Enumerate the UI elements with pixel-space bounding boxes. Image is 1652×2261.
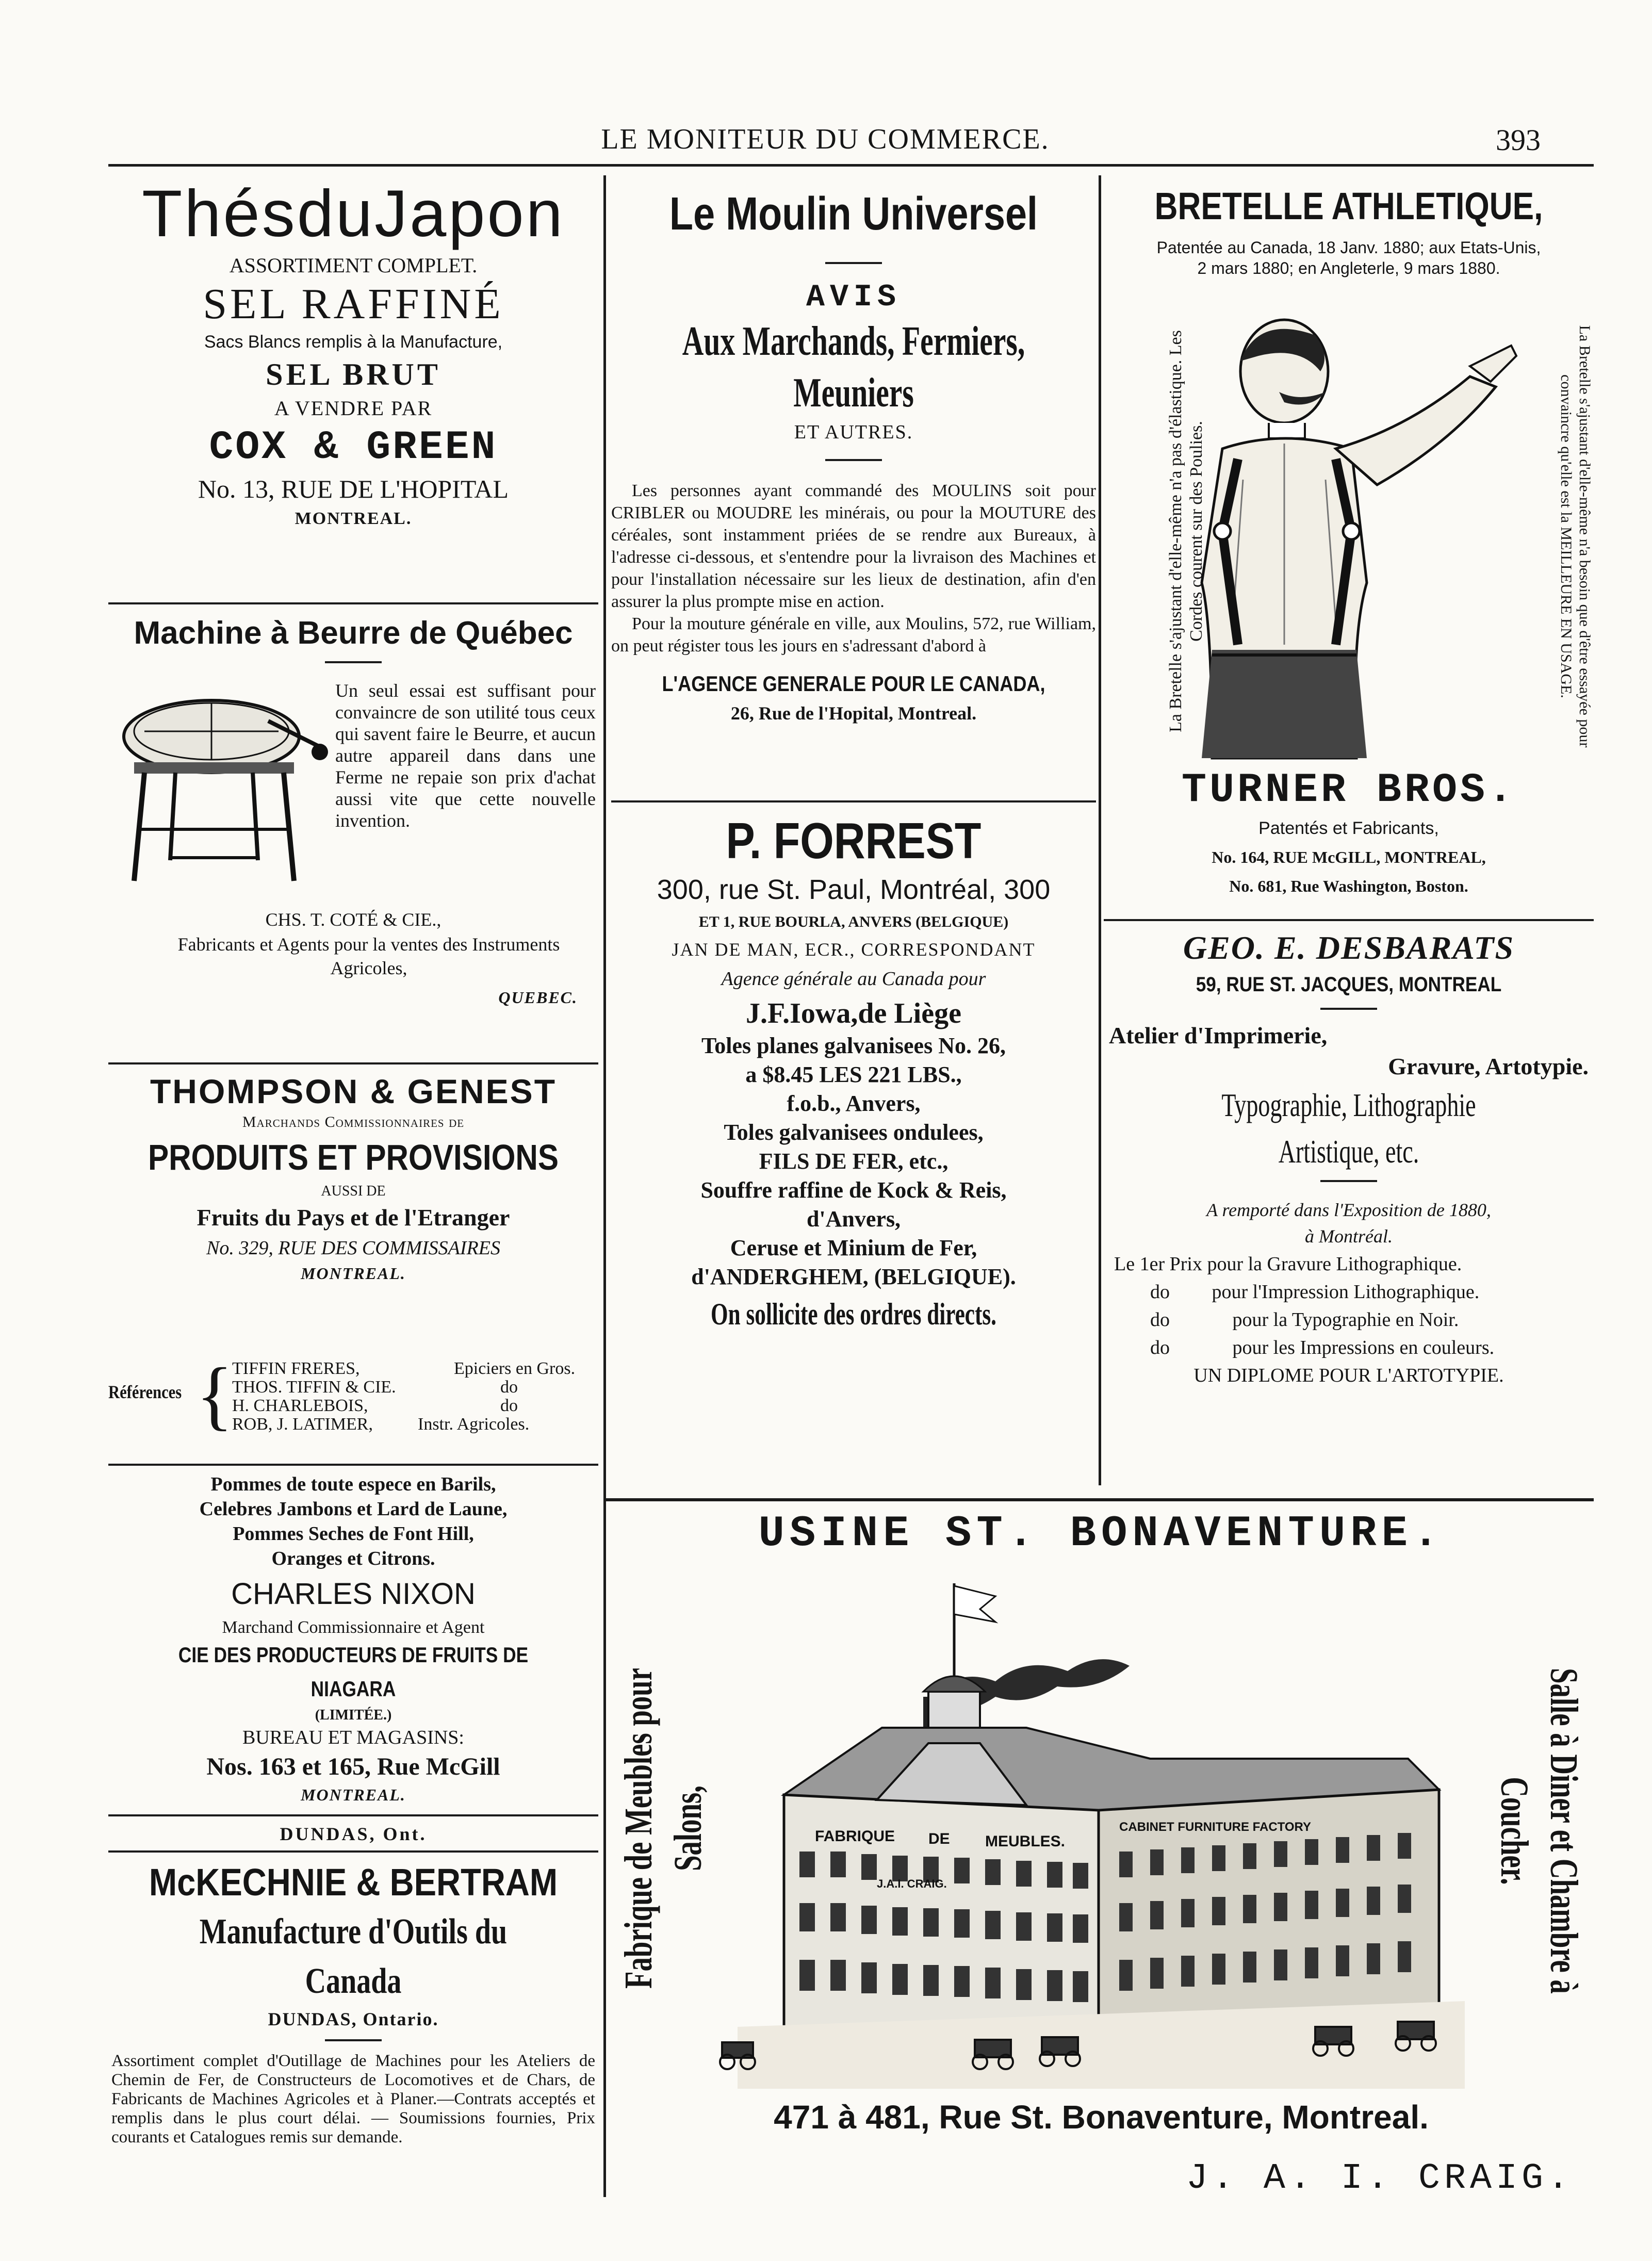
desbarats-atelier: Atelier d'Imprimerie, (1109, 1022, 1328, 1048)
sign-craig: J.A.I. CRAIG. (877, 1877, 947, 1890)
forrest-name: P. FORREST (726, 812, 982, 869)
divider (108, 1464, 598, 1466)
divider (108, 1850, 598, 1853)
references-label: Références (108, 1382, 182, 1402)
mckechnie-name: McKECHNIE & BERTRAM (149, 1861, 558, 1904)
moulin-address: 26, Rue de l'Hopital, Montreal. (730, 703, 977, 724)
ad-machine-beurre (108, 613, 598, 1007)
bretelle-right-note (1527, 309, 1594, 763)
thompson-sub: Marchands Commissionnaires de (242, 1113, 465, 1130)
bretelle-left-note (1104, 309, 1206, 763)
sel-raffine: SEL RAFFINÉ (203, 280, 504, 328)
forrest-line-8: Ceruse et Minium de Fer, (730, 1235, 977, 1260)
ad-mckechnie-bertram (108, 1821, 598, 2147)
produits-provisions: PRODUITS ET PROVISIONS (148, 1137, 559, 1177)
factory-illustration (707, 1573, 1465, 2089)
prize-row (1114, 1250, 1594, 1278)
turner-desc: Patentés et Fabricants, (1258, 818, 1439, 838)
reference-desc: Instr. Agricoles. (418, 1415, 530, 1434)
ad-p-forrest (611, 810, 1096, 1337)
nixon-line-2: Celebres Jambons et Lard de Laune, (199, 1498, 508, 1520)
column-divider-2 (1099, 175, 1101, 1485)
nixon-desc: Marchand Commissionnaire et Agent (222, 1618, 485, 1637)
mckechnie-location: DUNDAS, Ontario. (268, 2009, 439, 2029)
nixon-line-1: Pommes de toute espece en Barils, (210, 1473, 496, 1495)
reference-desc: do (500, 1378, 518, 1397)
header-rule (108, 164, 1594, 167)
reference-name: TIFFIN FRERES, (232, 1359, 360, 1378)
prize-prefix: do (1150, 1309, 1170, 1331)
aux-marchands: Aux Marchands, Fermiers, Meuniers (682, 319, 1025, 416)
reference-row (232, 1415, 598, 1434)
prize-text: pour les Impressions en couleurs. (1232, 1337, 1495, 1358)
cote-city: QUEBEC. (498, 988, 578, 1007)
desbarats-montreal: à Montréal. (1305, 1226, 1393, 1247)
page-number: 393 (1496, 123, 1541, 157)
prize-prefix: Le 1er Prix (1114, 1253, 1202, 1275)
newspaper-title: LE MONITEUR DU COMMERCE. (601, 123, 1050, 155)
forrest-sollicite: On sollicite des ordres directs. (711, 1297, 996, 1331)
short-rule (325, 2039, 382, 2041)
divider (1104, 919, 1594, 921)
usine-right-text (1490, 1573, 1589, 2089)
usine-right-label: Salle à Diner et Chambre à Coucher. (1493, 1668, 1585, 1994)
vendre-par: A VENDRE PAR (274, 397, 433, 420)
ad-bretelle-athletique (1104, 175, 1594, 278)
desbarats-typographie: Typographie, Lithographie Artistique, etc. (1221, 1087, 1476, 1170)
short-rule (325, 661, 382, 663)
short-rule (1320, 1008, 1377, 1010)
beurre-title: Machine à Beurre de Québec (134, 615, 573, 651)
turner-bros (1104, 767, 1594, 900)
aussi-de: AUSSI DE (321, 1183, 386, 1199)
sign-fabrique: FABRIQUE (815, 1828, 895, 1845)
sign-meubles: MEUBLES. (985, 1833, 1066, 1850)
column-1 (108, 175, 598, 2218)
prize-prefix: do (1150, 1281, 1170, 1303)
reference-row (232, 1397, 598, 1415)
short-rule (1320, 1180, 1377, 1182)
divider (108, 1062, 598, 1064)
reference-row (232, 1359, 598, 1378)
et-autres: ET AUTRES. (794, 421, 913, 443)
nixon-line-4: Oranges et Citrons. (271, 1548, 435, 1569)
desbarats-address: 59, RUE ST. JACQUES, MONTREAL (1196, 973, 1502, 996)
desbarats-prizes (1104, 1250, 1594, 1362)
usine-right-note (1493, 1573, 1594, 2089)
forrest-line-3: f.o.b., Anvers, (787, 1091, 921, 1116)
mckechnie-manufacture: Manufacture d'Outils du Canada (199, 1912, 508, 2001)
forrest-address: 300, rue St. Paul, Montréal, 300 (657, 874, 1051, 905)
nixon-bureau: BUREAU ET MAGASINS: (242, 1727, 464, 1748)
forrest-line-7: d'Anvers, (806, 1206, 901, 1232)
reference-name: THOS. TIFFIN & CIE. (232, 1378, 396, 1397)
bretelle-left-text: La Bretelle s'ajustant d'elle-même n'a pas d'élastique. Les Cordes courent sur des Poulies. (1166, 330, 1206, 732)
short-rule (825, 262, 882, 264)
reference-name: ROB, J. LATIMER, (232, 1415, 373, 1434)
moulin-paragraph-1: Les personnes ayant commandé des MOULINS soit pour CRIBLER ou MOUDRE les minérais, ou pour la MOUTURE des céréales, sont instamment priées de se rendre aux Bureaux, à l'adresse ci-dessous, et s'entendre pour la livraison des Machines et pour l'installation nécessaire sur les lieux de destination, afin d'en assurer la plus prompte mise en action. (611, 481, 1096, 611)
forrest-line-5: FILS DE FER, etc., (759, 1149, 948, 1174)
cox-green: COX & GREEN (209, 425, 498, 470)
moulin-title: Le Moulin Universel (669, 188, 1038, 240)
forrest-line-6: Souffre raffine de Kock & Reis, (700, 1177, 1007, 1203)
fruits-pays: Fruits du Pays et de l'Etranger (197, 1204, 510, 1231)
desbarats-diplome: UN DIPLOME POUR L'ARTOTYPIE. (1193, 1365, 1504, 1386)
reference-desc: Epiciers en Gros. (454, 1359, 576, 1378)
short-rule (825, 459, 882, 461)
nixon-address: Nos. 163 et 165, Rue McGill (206, 1753, 500, 1780)
sel-brut: SEL BRUT (266, 357, 441, 391)
prize-row (1114, 1334, 1594, 1362)
ad-thompson-genest (108, 1071, 598, 1285)
reference-name: H. CHARLEBOIS, (232, 1396, 368, 1415)
ad-charles-nixon (108, 1472, 598, 1806)
bretelle-patent-2: 2 mars 1880; en Angleterle, 9 mars 1880. (1197, 259, 1500, 277)
nixon-cie: CIE DES PRODUCTEURS DE FRUITS DE NIAGARA (178, 1643, 529, 1701)
sacs-text: Sacs Blancs remplis à la Manufacture, (204, 332, 503, 352)
cox-city: MONTREAL. (295, 509, 412, 528)
divider (108, 602, 598, 604)
ad-moulin-universel (611, 175, 1096, 727)
column-3 (1104, 175, 1594, 1490)
prize-prefix: do (1150, 1337, 1170, 1358)
usine-owner: J. A. I. CRAIG. (1186, 2158, 1573, 2199)
ad-usine-st-bonaventure (609, 1506, 1594, 2238)
cox-address: No. 13, RUE DE L'HOPITAL (198, 474, 509, 503)
bretelle-right-text: La Bretelle s'ajustant d'elle-même n'a besoin que d'être essayée pour convaincre qu'elle est la MEILLEURE EN USAGE. (1558, 325, 1593, 748)
thompson-title: THOMPSON & GENEST (150, 1072, 557, 1110)
forrest-agence: Agence générale au Canada pour (721, 968, 986, 990)
references-block (108, 1352, 598, 1438)
desbarats-remporte: A remporté dans l'Exposition de 1880, (1206, 1200, 1491, 1220)
turner-address-1: No. 164, RUE McGILL, MONTREAL, (1212, 848, 1486, 866)
forrest-line-2: a $8.45 LES 221 LBS., (745, 1062, 962, 1087)
reference-row (232, 1378, 598, 1397)
forrest-line-1: Toles planes galvanisees No. 26, (701, 1033, 1006, 1058)
thompson-city: MONTREAL. (301, 1264, 406, 1283)
nixon-city: MONTREAL. (301, 1785, 406, 1804)
prize-row (1114, 1306, 1594, 1334)
dundas-heading: DUNDAS, Ont. (280, 1824, 427, 1844)
sign-de: DE (928, 1830, 950, 1847)
agence-generale: L'AGENCE GENERALE POUR LE CANADA, (662, 671, 1045, 696)
thes-assortiment: ASSORTIMENT COMPLET. (229, 254, 478, 277)
reference-desc: do (500, 1396, 518, 1415)
butter-machine-illustration (113, 675, 330, 891)
usine-address: 471 à 481, Rue St. Bonaventure, Montreal. (774, 2099, 1429, 2136)
column-2 (611, 175, 1096, 1490)
prize-row (1114, 1278, 1594, 1306)
divider (611, 800, 1096, 802)
turner-name: TURNER BROS. (1181, 767, 1516, 814)
sign-cabinet-factory: CABINET FURNITURE FACTORY (1119, 1820, 1311, 1834)
usine-left-label: Fabrique de Meubles pour Salons, (617, 1668, 710, 1989)
thompson-address: No. 329, RUE DES COMMISSAIRES (206, 1237, 500, 1259)
avis-heading: AVIS (806, 280, 902, 315)
forrest-anvers: ET 1, RUE BOURLA, ANVERS (BELGIQUE) (698, 913, 1009, 930)
forrest-correspondant: JAN DE MAN, ECR., CORRESPONDANT (672, 939, 1036, 960)
forrest-line-4: Toles galvanisees ondulees, (724, 1120, 984, 1145)
thes-title: ThésduJapon (142, 177, 565, 251)
brace-icon: { (196, 1352, 233, 1438)
beurre-text: Un seul essai est suffisant pour convaincre de son utilité tous ceux qui savent faire le Beurre, et aucun autre appareil dans dans une Ferme ne repaie son prix d'achat aussi vite que cette nouvelle invention. (335, 680, 596, 831)
cote-desc: Fabricants et Agents pour la ventes des Instruments Agricoles, (177, 934, 560, 978)
prize-text: pour la Gravure Lithographique. (1207, 1253, 1462, 1275)
usine-top-rule (606, 1498, 1594, 1501)
mckechnie-text: Assortiment complet d'Outillage de Machines pour les Ateliers de Chemin de Fer, de Constructeurs de Locomotives et de Chars, de Fabricants de Machines Agricoles et à Planer.—Contrats acceptés et remplis dans le plus court délai. — Soumissions fournies, Prix courants et Catalogues remis sur demande. (111, 2052, 595, 2147)
moulin-paragraph-2: Pour la mouture générale en ville, aux Moulins, 572, rue William, on peut régister tous les jours en s'adressant d'abord à (611, 614, 1096, 656)
bretelle-title: BRETELLE ATHLETIQUE, (1154, 185, 1543, 227)
prize-text: pour la Typographie en Noir. (1232, 1309, 1459, 1331)
ad-thes-du-japon (108, 175, 598, 533)
bretelle-patent-1: Patentée au Canada, 18 Janv. 1880; aux Etats-Unis, (1156, 238, 1541, 257)
usine-left-note (609, 1573, 710, 2089)
turner-address-2: No. 681, Rue Washington, Boston. (1229, 877, 1468, 895)
desbarats-gravure: Gravure, Artotypie. (1388, 1053, 1589, 1079)
desbarats-name: GEO. E. DESBARATS (1183, 929, 1515, 966)
divider (108, 1814, 598, 1816)
forrest-line-9: d'ANDERGHEM, (BELGIQUE). (691, 1264, 1016, 1289)
cote-company: CHS. T. COTÉ & CIE., (265, 909, 441, 930)
nixon-line-3: Pommes Seches de Font Hill, (233, 1523, 474, 1545)
prize-text: pour l'Impression Lithographique. (1212, 1281, 1480, 1303)
ad-desbarats (1104, 926, 1594, 1389)
nixon-limitee: (LIMITÉE.) (315, 1707, 392, 1723)
usine-title: USINE ST. BONAVENTURE. (758, 1510, 1444, 1559)
nixon-name: CHARLES NIXON (231, 1577, 476, 1611)
iowa-liege: J.F.Iowa,de Liège (746, 997, 961, 1029)
usine-left-text (614, 1573, 713, 2084)
references-list (232, 1359, 598, 1434)
suspenders-man-illustration (1181, 315, 1522, 758)
column-divider-1 (603, 175, 606, 2197)
